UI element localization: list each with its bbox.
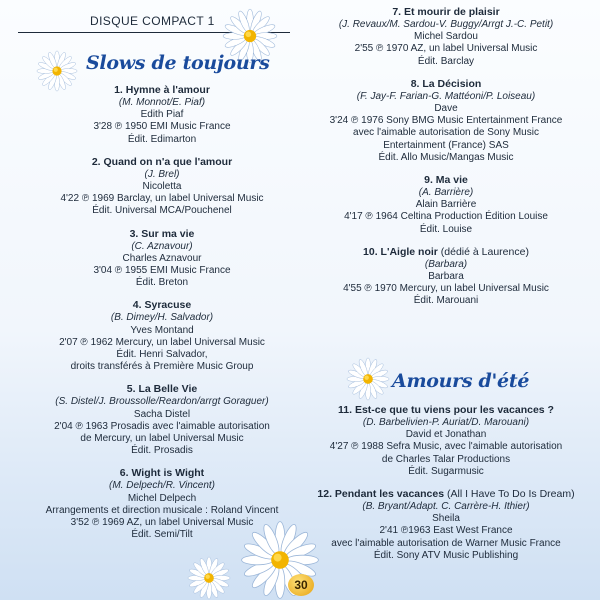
track-note: (dédié à Laurence) (440, 245, 529, 258)
track-detail: 3'24 ℗ 1976 Sony BMG Music Entertainment France (329, 115, 563, 127)
track-artist: Yves Montand (130, 324, 194, 336)
track-detail: Édit. Edimarton (127, 133, 197, 145)
track-entry (12, 383, 312, 457)
track-artist: Charles Aznavour (122, 252, 202, 264)
track-artist: Dave (434, 103, 458, 115)
section-title-amours: Amours d'été (392, 370, 530, 392)
track-detail: 4'17 ℗ 1964 Celtina Production Édition Louise (344, 211, 548, 223)
track-detail: 3'28 ℗ 1950 EMI Music France (93, 121, 231, 133)
track-artist: Michel Delpech (127, 492, 197, 504)
track-artist: Edith Piaf (140, 109, 184, 121)
tracklist-right-top (296, 6, 596, 318)
track-title (296, 78, 596, 91)
track-title (296, 174, 596, 187)
track-detail: Édit. Breton (135, 277, 189, 289)
track-credits: (J. Brel) (144, 168, 180, 180)
track-detail: 2'55 ℗ 1970 AZ, un label Universal Music (354, 43, 538, 55)
track-title (296, 246, 596, 259)
track-credits: (D. Barbelivien-P. Auriat/D. Marouani) (362, 417, 530, 428)
track-artist: Barbara (428, 271, 464, 283)
track-title (296, 404, 596, 417)
track-detail: 2'41 ℗1963 East West France (379, 525, 513, 537)
track-detail: Entertainment (France) SAS (383, 139, 509, 151)
track-entry (296, 174, 596, 236)
track-detail: avec l'aimable autorisation de Warner Music France (331, 537, 561, 549)
track-credits: (F. Jay-F. Farian-G. Mattéoni/P. Loiseau) (356, 90, 536, 102)
track-detail: 4'55 ℗ 1970 Mercury, un label Universal Music (343, 283, 549, 295)
track-credits: (S. Distel/J. Broussolle/Reardon/arrgt Goraguer) (55, 396, 269, 408)
track-title-text: 12. Pendant les vacances (317, 488, 445, 501)
track-detail: avec l'aimable autorisation de Sony Music (353, 127, 539, 139)
track-entry (12, 84, 312, 146)
track-artist: Sheila (432, 513, 460, 525)
daisy-icon (180, 556, 238, 600)
track-entry (296, 246, 596, 308)
track-entry (296, 404, 596, 478)
track-title-text: 5. La Belle Vie (126, 383, 198, 396)
disc-title: DISQUE COMPACT 1 (90, 14, 215, 28)
track-credits: (A. Barrière) (418, 187, 474, 199)
track-title-text: 7. Et mourir de plaisir (392, 6, 500, 18)
track-detail: Édit. Sony ATV Music Publishing (373, 549, 519, 561)
track-title-text: 11. Est-ce que tu viens pour les vacances ? (338, 404, 554, 416)
track-title-text: 9. Ma vie (424, 174, 468, 187)
track-detail: 3'04 ℗ 1955 EMI Music France (93, 265, 231, 277)
track-detail: Édit. Sugarmusic (408, 465, 484, 477)
track-detail: 4'22 ℗ 1969 Barclay, un label Universal Music (60, 193, 264, 205)
track-title-text: 2. Quand on n'a que l'amour (91, 155, 233, 168)
track-detail: 2'04 ℗ 1963 Prosadis avec l'aimable autorisation (54, 420, 270, 432)
tracklist-right-bottom (296, 404, 596, 572)
track-credits: (B. Bryant/Adapt. C. Carrère-H. Ithier) (362, 501, 530, 513)
track-title (12, 383, 312, 396)
track-detail: Édit. Prosadis (131, 445, 193, 457)
track-detail: Édit. Louise (419, 223, 473, 235)
track-entry (296, 6, 596, 68)
section-title-slows: Slows de toujours (86, 52, 270, 74)
track-artist: Michel Sardou (414, 31, 478, 43)
track-entry (12, 228, 312, 290)
track-detail: Édit. Allo Music/Mangas Music (378, 151, 514, 163)
track-note: (All I Have To Do Is Dream) (446, 488, 575, 501)
track-detail: Édit. Henri Salvador, (116, 349, 208, 361)
track-title (12, 156, 312, 169)
track-detail: 4'27 ℗ 1988 Sefra Music, avec l'aimable autorisation (329, 441, 563, 453)
track-title-text: 1. Hymne à l'amour (114, 84, 210, 96)
track-title-text: 6. Wight is Wight (119, 467, 205, 480)
track-title-text: 4. Syracuse (132, 299, 192, 312)
track-entry (296, 78, 596, 164)
track-credits: (M. Monnot/E. Piaf) (118, 97, 206, 108)
track-artist: Nicoletta (142, 181, 182, 193)
track-entry (12, 299, 312, 373)
track-detail: Édit. Barclay (417, 55, 475, 67)
track-detail: Édit. Marouani (413, 295, 479, 307)
track-entry (12, 467, 312, 541)
track-title-text: 10. L'Aigle noir (363, 245, 438, 258)
track-artist: Alain Barrière (415, 199, 477, 211)
track-title-text: 8. La Décision (410, 77, 482, 90)
track-detail: droits transférés à Première Music Group (70, 361, 254, 373)
track-detail: Édit. Semi/Tilt (131, 529, 193, 541)
track-title (12, 84, 312, 97)
tracklist-left (12, 84, 312, 551)
daisy-icon (346, 357, 390, 401)
track-detail: 3'52 ℗ 1969 AZ, un label Universal Music (70, 517, 254, 529)
track-detail: de Mercury, un label Universal Music (80, 433, 244, 445)
track-entry (296, 488, 596, 562)
track-title (12, 467, 312, 480)
track-title (296, 488, 596, 501)
track-credits: (M. Delpech/R. Vincent) (109, 480, 215, 492)
track-artist: Sacha Distel (133, 408, 191, 420)
track-detail: de Charles Talar Productions (381, 453, 511, 465)
track-detail: Édit. Universal MCA/Pouchenel (92, 205, 232, 217)
track-title (12, 228, 312, 241)
track-credits: (J. Revaux/M. Sardou-V. Buggy/Arrgt J.-C. Petit) (338, 19, 554, 30)
track-detail: Arrangements et direction musicale : Roland Vincent (45, 504, 279, 516)
track-credits: (C. Aznavour) (131, 240, 193, 252)
page-number: 30 (288, 574, 314, 596)
track-credits: (Barbara) (424, 258, 468, 270)
track-title (12, 299, 312, 312)
track-detail: 2'07 ℗ 1962 Mercury, un label Universal Music (59, 336, 265, 348)
track-artist: David et Jonathan (405, 429, 487, 441)
track-credits: (B. Dimey/H. Salvador) (110, 312, 214, 324)
track-title (296, 6, 596, 19)
track-title-text: 3. Sur ma vie (129, 227, 195, 240)
track-entry (12, 156, 312, 218)
